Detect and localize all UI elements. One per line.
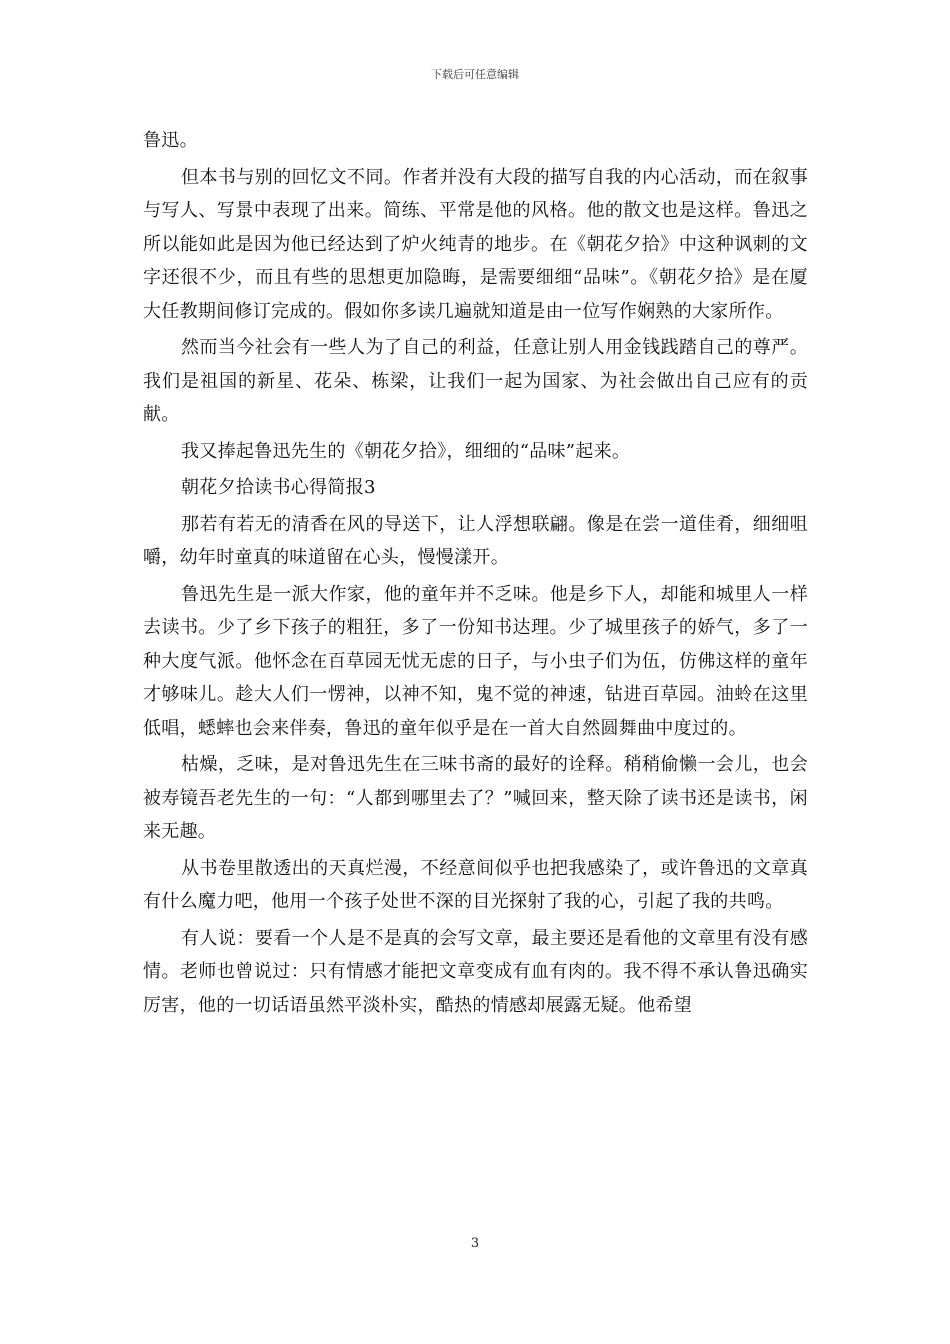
paragraph: 鲁迅。 xyxy=(143,130,198,151)
paragraph: 我又捧起鲁迅先生的《朝花夕拾》，细细的“品味”起来。 xyxy=(181,440,631,462)
section-title: 朝花夕拾读书心得简报3 xyxy=(181,477,376,498)
paragraph: 鲁迅先生是一派大作家，他的童年并不乏味。他是乡下人，却能和城里人一样去读书。少了乡下孩子的粗狂，多了一份知书达理。少了城里孩子的娇气，多了一种大度气派。他怀念在百草园无忧无虑的日子，与小虫子们为伍，仿佛这样的童年才够味儿。趁大人们一愣神，以神不知，鬼不觉的神速，钻进百草园。油蛉在这里低唱，蟋蟀也会来伴奏，鲁迅的童年似乎是在一首大自然圆舞曲中度过的。 xyxy=(143,583,808,739)
paragraph: 那若有若无的清香在风的导送下，让人浮想联翩。像是在尝一道佳肴，细细咀嚼，幼年时童真的味道留在心头，慢慢漾开。 xyxy=(143,513,808,568)
paragraph: 从书卷里散透出的天真烂漫，不经意间似乎也把我感染了，或许鲁迅的文章真有什么魔力吧，他用一个孩子处世不深的目光探射了我的心，引起了我的共鸣。 xyxy=(143,857,808,912)
paragraph: 枯燥，乏味，是对鲁迅先生在三味书斋的最好的诠释。稍稍偷懒一会儿，也会被寿镜吾老先生的一句：“人都到哪里去了？”喊回来，整天除了读书还是读书，闲来无趣。 xyxy=(143,754,808,842)
page-number: 3 xyxy=(470,1236,480,1251)
document-body xyxy=(143,124,808,1025)
page-header: 下载后可任意编辑 xyxy=(431,68,519,81)
paragraph: 但本书与别的回忆文不同。作者并没有大段的描写自我的内心活动，而在叙事与写人、写景中表现了出来。简练、平常是他的风格。他的散文也是这样。鲁迅之所以能如此是因为他已经达到了炉火纯青的地步。在《朝花夕拾》中这种讽刺的文字还很不少，而且有些的思想更加隐晦，是需要细细“品味”。《朝花夕拾》是在厦大任教期间修订完成的。假如你多读几遍就知道是由一位写作娴熟的大家所作。 xyxy=(143,166,808,322)
paragraph: 然而当今社会有一些人为了自己的利益，任意让别人用金钱践踏自己的尊严。我们是祖国的新星、花朵、栋梁，让我们一起为国家、为社会做出自己应有的贡献。 xyxy=(143,337,808,425)
paragraph: 有人说：要看一个人是不是真的会写文章，最主要还是看他的文章里有没有感情。老师也曾说过：只有情感才能把文章变成有血有肉的。我不得不承认鲁迅确实厉害，他的一切话语虽然平淡朴实，酷热的情感却展露无疑。他希望 xyxy=(143,927,808,1016)
